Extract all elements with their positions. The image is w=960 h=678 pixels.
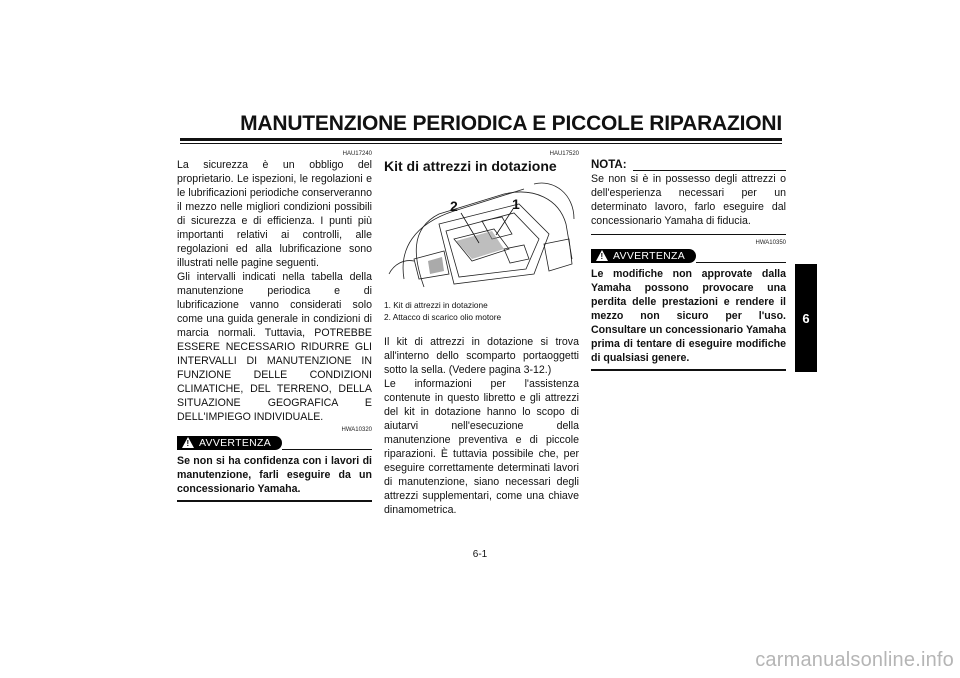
title-rule [180, 138, 782, 141]
warning-text: Le modifiche non approvate dalla Yamaha possono provocare una perdita delle prestazioni e rendere il mezzo non sicuro per l'uso. Consultare un concessionario Yamaha prima di tentare di eseguire modifiche di qualsiasi genere. [591, 268, 786, 364]
figure-caption-1: 1. Kit di attrezzi in dotazione [384, 300, 488, 310]
warning-header [591, 249, 786, 263]
warning-code: HWA10320 [341, 427, 372, 433]
warning-code: HWA10350 [755, 240, 786, 246]
page-number: 6-1 [472, 549, 488, 560]
nota-text: Se non si è in possesso degli attrezzi o dell'esperienza necessari per un determinato lavoro, farlo eseguire dal concessionario Yamaha di fiducia. [591, 173, 786, 227]
watermark: carmanualsonline.info [755, 649, 954, 671]
section-heading: Kit di attrezzi in dotazione [384, 158, 557, 174]
callout-1: 1 [512, 196, 520, 212]
warning-label: AVVERTENZA [613, 250, 686, 262]
warning-end-rule [591, 369, 786, 371]
section-code: HAU17240 [342, 151, 372, 157]
column-1 [177, 150, 372, 502]
nota-end-rule [591, 234, 786, 235]
nota-label: NOTA: [591, 159, 627, 171]
interval-paragraph: Gli intervalli indicati nella tabella della manutenzione periodica e di lubrificazione vanno considerati solo come una guida generale in condizioni di marcia normali. Tuttavia, POTREBBE ESSERE NECESSARIO RIDURRE GLI INTERVALLI DI MANUTENZIONE IN FUNZIONE DELLE CONDIZIONI CLIMATICHE, DEL TERRENO, DELLA SITUAZIONE GEOGRAFICA E DELL'IMPIEGO INDIVIDUALE. [177, 271, 372, 423]
warning-header [177, 436, 372, 450]
warning-badge: ! AVVERTENZA [177, 436, 282, 450]
toolkit-location-paragraph: Il kit di attrezzi in dotazione si trova all'interno dello scomparto portaoggetti sotto la sella. (Vedere pagina 3-12.) [384, 336, 579, 376]
page-title: MANUTENZIONE PERIODICA E PICCOLE RIPARAZIONI [240, 112, 782, 135]
toolkit-illustration [384, 179, 576, 289]
warning-badge: ! AVVERTENZA [591, 249, 696, 263]
warning-label: AVVERTENZA [199, 437, 272, 449]
warning-end-rule [177, 500, 372, 502]
intro-paragraph: La sicurezza è un obbligo del proprietario. Le ispezioni, le regolazioni e le lubrificazioni periodiche conserveranno il mezzo nelle migliori condizioni possibili di sicurezza e di efficienza. I punti più importanti relativi ai controlli, alle regolazioni ed alla lubrificazione sono illustrati nelle pagine seguenti. [177, 159, 372, 269]
column-2 [384, 150, 579, 517]
callout-2: 2 [450, 198, 458, 214]
nota-header [591, 158, 786, 172]
column-3 [591, 150, 786, 371]
toolkit-info-paragraph: Le informazioni per l'assistenza contenute in questo libretto e gli attrezzi del kit in dotazione hanno lo scopo di aiutarvi nell'esecuzione della manutenzione preventiva e di piccole riparazioni. È tuttavia possibile che, per eseguire correttamente determinati lavori di manutenzione, siano necessari degli attrezzi supplementari, come una chiave dinamometrica. [384, 378, 579, 516]
section-code: HAU17520 [549, 151, 579, 157]
chapter-tab: 6 [795, 264, 817, 372]
figure-caption-2: 2. Attacco di scarico olio motore [384, 312, 502, 322]
warning-text: Se non si ha confidenza con i lavori di manutenzione, farli eseguire da un concessionario Yamaha. [177, 455, 372, 495]
title-rule-thin [180, 143, 782, 144]
